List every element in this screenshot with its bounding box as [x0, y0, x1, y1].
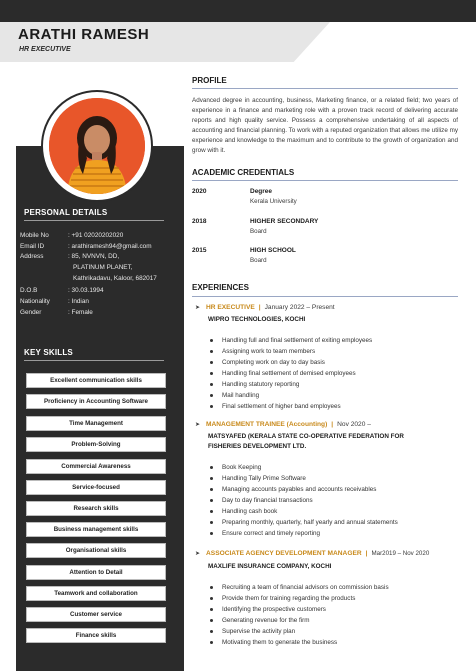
- list-item: Handling full and final settlement of exiting employees: [208, 335, 372, 346]
- academic-title: ACADEMIC CREDENTIALS: [192, 168, 295, 177]
- job-duties: [208, 582, 389, 648]
- job-title: ASSOCIATE AGENCY DEVELOPMENT MANAGER: [206, 550, 362, 557]
- job-duties: [208, 462, 398, 539]
- profile-photo: [49, 98, 145, 194]
- personal-row-address-3: [20, 274, 178, 285]
- list-item: Identifying the prospective customers: [208, 604, 389, 615]
- edu-degree: HIGHER SECONDARY: [250, 218, 319, 225]
- list-item: Assigning work to team members: [208, 346, 372, 357]
- list-item: Preparing monthly, quarterly, half yearly and annual statements: [208, 517, 398, 528]
- edu-year: 2018: [192, 218, 207, 225]
- personal-row-nationality: [20, 297, 173, 308]
- list-item: Book Keeping: [208, 462, 398, 473]
- job-separator: |: [258, 304, 261, 311]
- list-item: Provide them for training regarding the products: [208, 593, 389, 604]
- experience-title: EXPERIENCES: [192, 283, 249, 292]
- edu-board: Kerala University: [250, 198, 297, 205]
- list-item: Supervise the activity plan: [208, 626, 389, 637]
- edu-year: 2020: [192, 188, 207, 195]
- profile-text: Advanced degree in accounting, business, Marketing finance, or a related field; two years of experience in a finance and marketing role with a proven track record of delivering accurate reports and high quality service. Possess a comprehensive undertaking of all aspects of accounting and financial planning. To work with a reputed organization that allows me utilize my experience and knowledge to the maximum and to contribute to the growth of organization and grow with it.: [192, 97, 458, 154]
- list-item: Motivating them to generate the business: [208, 637, 389, 648]
- list-item: Managing accounts payables and accounts receivables: [208, 484, 398, 495]
- list-item: Ensure correct and timely reporting: [208, 528, 398, 539]
- personal-value: Kathrikadavu, Kaloor, 682017: [73, 275, 157, 282]
- skill-item: Finance skills: [26, 628, 166, 643]
- personal-value: : Indian: [68, 298, 89, 305]
- list-item: Generating revenue for the firm: [208, 615, 389, 626]
- personal-details-title: PERSONAL DETAILS: [24, 208, 108, 217]
- personal-value: : 85, NVNVN, DD,: [68, 253, 120, 260]
- list-item: Completing work on day to day basis: [208, 357, 372, 368]
- personal-row-dob: [20, 286, 173, 297]
- personal-row-address-2: [20, 263, 178, 274]
- list-item: Final settlement of higher band employees: [208, 401, 372, 412]
- skill-item: Organisational skills: [26, 543, 166, 558]
- skill-item: Excellent communication skills: [26, 373, 166, 388]
- skill-item: Teamwork and collaboration: [26, 586, 166, 601]
- edu-degree: HIGH SCHOOL: [250, 247, 296, 254]
- job-duties: [208, 335, 372, 412]
- profile-title: PROFILE: [192, 76, 227, 85]
- list-item: Day to day financial transactions: [208, 495, 398, 506]
- personal-row-gender: [20, 308, 173, 319]
- job-title: MANAGEMENT TRAINEE (Accounting): [206, 421, 328, 428]
- personal-key: [20, 274, 73, 285]
- profile-photo-illustration: [49, 98, 145, 194]
- personal-row-email: [20, 242, 173, 253]
- candidate-name: ARATHI RAMESH: [18, 26, 150, 43]
- edu-year: 2015: [192, 247, 207, 254]
- list-item: Mail handling: [208, 390, 372, 401]
- skill-item: Commercial Awareness: [26, 459, 166, 474]
- skill-item: Research skills: [26, 501, 166, 516]
- job-company: WIPRO TECHNOLOGIES, KOCHI: [208, 316, 306, 323]
- job-company: MAXLIFE INSURANCE COMPANY, KOCHI: [208, 563, 332, 570]
- personal-key: D.O.B: [20, 287, 38, 294]
- skill-item: Service-focused: [26, 480, 166, 495]
- personal-key: Email ID: [20, 242, 45, 250]
- edu-degree: Degree: [250, 188, 273, 195]
- job-heading: [195, 421, 371, 428]
- personal-value: PLATINUM PLANET,: [73, 264, 133, 271]
- edu-board: Board: [250, 228, 267, 235]
- job-heading: [195, 550, 429, 557]
- section-divider: [192, 296, 458, 297]
- skill-item: Time Management: [26, 416, 166, 431]
- personal-value: : arathiramesh94@gmail.com: [68, 242, 152, 250]
- personal-key: Mobile No: [20, 232, 49, 239]
- job-dates: January 2022 – Present: [264, 304, 335, 311]
- personal-key: [20, 263, 73, 274]
- arrow-right-icon: ➤: [195, 305, 201, 311]
- job-dates: Mar2019 – Nov 2020: [371, 550, 430, 557]
- arrow-right-icon: ➤: [195, 551, 201, 557]
- personal-key: Gender: [20, 309, 42, 316]
- header-top-band: [0, 0, 476, 22]
- candidate-role: HR EXECUTIVE: [19, 46, 71, 53]
- job-separator: |: [365, 550, 368, 557]
- job-company: MATSYAFED (KERALA STATE CO-OPERATIVE FEDERATION FOR FISHERIES DEVELOPMENT LTD.: [208, 433, 404, 450]
- job-title: HR EXECUTIVE: [206, 304, 255, 311]
- section-divider: [192, 180, 458, 181]
- personal-key: Address: [20, 253, 44, 260]
- personal-value: : 30.03.1994: [68, 287, 104, 294]
- personal-row-mobile: [20, 231, 173, 242]
- list-item: Handling statutory reporting: [208, 379, 372, 390]
- list-item: Handling cash book: [208, 506, 398, 517]
- section-divider: [192, 88, 458, 89]
- edu-board: Board: [250, 257, 267, 264]
- personal-value: : Female: [68, 309, 93, 316]
- job-separator: |: [331, 421, 334, 428]
- list-item: Handling final settlement of demised employees: [208, 368, 372, 379]
- personal-value: : +91 02020202020: [68, 232, 124, 239]
- skill-item: Customer service: [26, 607, 166, 622]
- arrow-right-icon: ➤: [195, 422, 201, 428]
- personal-row-address: [20, 252, 173, 263]
- job-dates: Nov 2020 –: [337, 421, 371, 428]
- skill-item: Proficiency in Accounting Software: [26, 394, 166, 409]
- skill-item: Problem-Solving: [26, 437, 166, 452]
- skill-item: Business management skills: [26, 522, 166, 537]
- job-heading: [195, 304, 335, 311]
- skill-item: Attention to Detail: [26, 565, 166, 580]
- personal-key: Nationality: [20, 298, 50, 305]
- key-skills-title: KEY SKILLS: [24, 348, 73, 357]
- list-item: Recruiting a team of financial advisors on commission basis: [208, 582, 389, 593]
- list-item: Handling Tally Prime Software: [208, 473, 398, 484]
- profile-photo-frame: [41, 90, 153, 202]
